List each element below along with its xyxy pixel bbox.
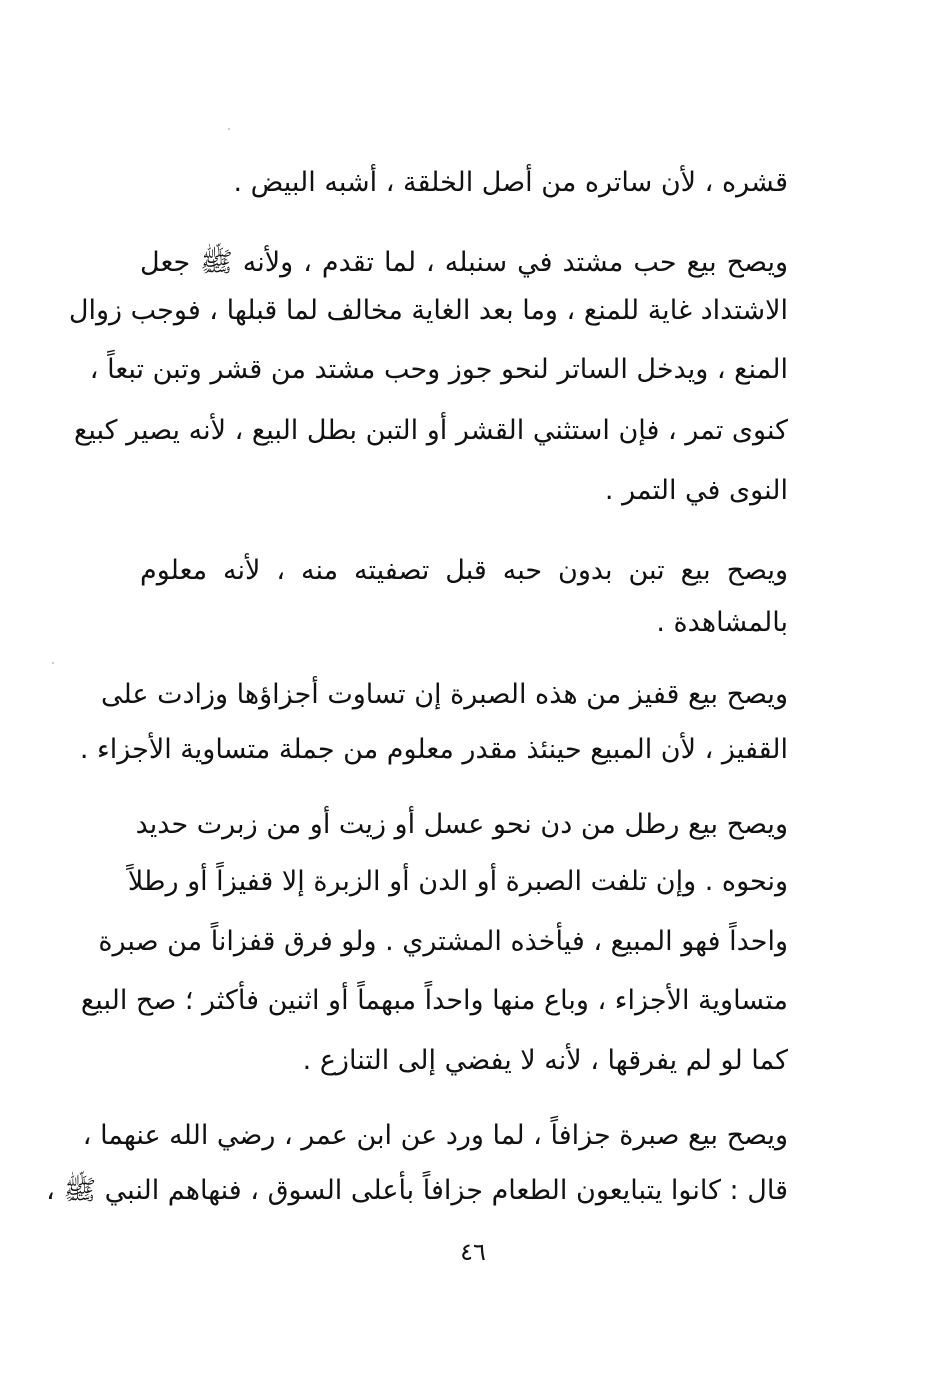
text-line: قال : كانوا يتبايعون الطعام جزافاً بأعلى السوق ، فنهاهم النبي ﷺ ،: [46, 1175, 788, 1206]
body-text: [46, 0, 788, 1379]
text-line: كما لو لم يفرقها ، لأنه لا يفضي إلى التنازع .: [302, 1045, 788, 1076]
text-line: متساوية الأجزاء ، وباع منها واحداً مبهماً أو اثنين فأكثر ؛ صح البيع: [80, 985, 788, 1016]
text-line: القفيز ، لأن المبيع حينئذ مقدر معلوم من جملة متساوية الأجزاء .: [79, 734, 788, 765]
text-line: كنوى تمر ، فإن استثني القشر أو التبن بطل البيع ، لأنه يصير كبيع: [73, 415, 788, 446]
text-line: المنع ، ويدخل الساتر لنحو جوز وحب مشتد من قشر وتبن تبعاً ،: [89, 354, 788, 385]
text-line: الاشتداد غاية للمنع ، وما بعد الغاية مخالف لما قبلها ، فوجب زوال: [68, 295, 788, 326]
page-number: ٤٦: [460, 1238, 486, 1266]
text-line: ويصح بيع قفيز من هذه الصبرة إن تساوت أجزاؤها وزادت على: [100, 679, 788, 710]
text-line: بالمشاهدة .: [656, 607, 788, 638]
text-line: النوى في التمر .: [604, 475, 788, 506]
text-line: ويصح بيع رطل من دن نحو عسل أو زيت أو من زبرت حديد: [135, 809, 788, 840]
text-line: واحداً فهو المبيع ، فيأخذه المشتري . ولو فرق قفزاناً من صبرة: [98, 926, 788, 957]
text-line: ويصح بيع تبن بدون حبه قبل تصفيته منه ، لأنه معلوم: [140, 555, 788, 586]
scan-speck: [52, 662, 54, 664]
text-line: ويصح بيع صبرة جزافاً ، لما ورد عن ابن عمر ، رضي الله عنهما ،: [82, 1120, 788, 1151]
text-line: ونحوه . وإن تلفت الصبرة أو الدن أو الزبرة إلا قفيزاً أو رطلاً: [127, 866, 788, 897]
text-line: ويصح بيع حب مشتد في سنبله ، لما تقدم ، ولأنه ﷺ جعل: [140, 247, 788, 278]
text-line: قشره ، لأن ساتره من أصل الخلقة ، أشبه البيض .: [233, 167, 788, 198]
